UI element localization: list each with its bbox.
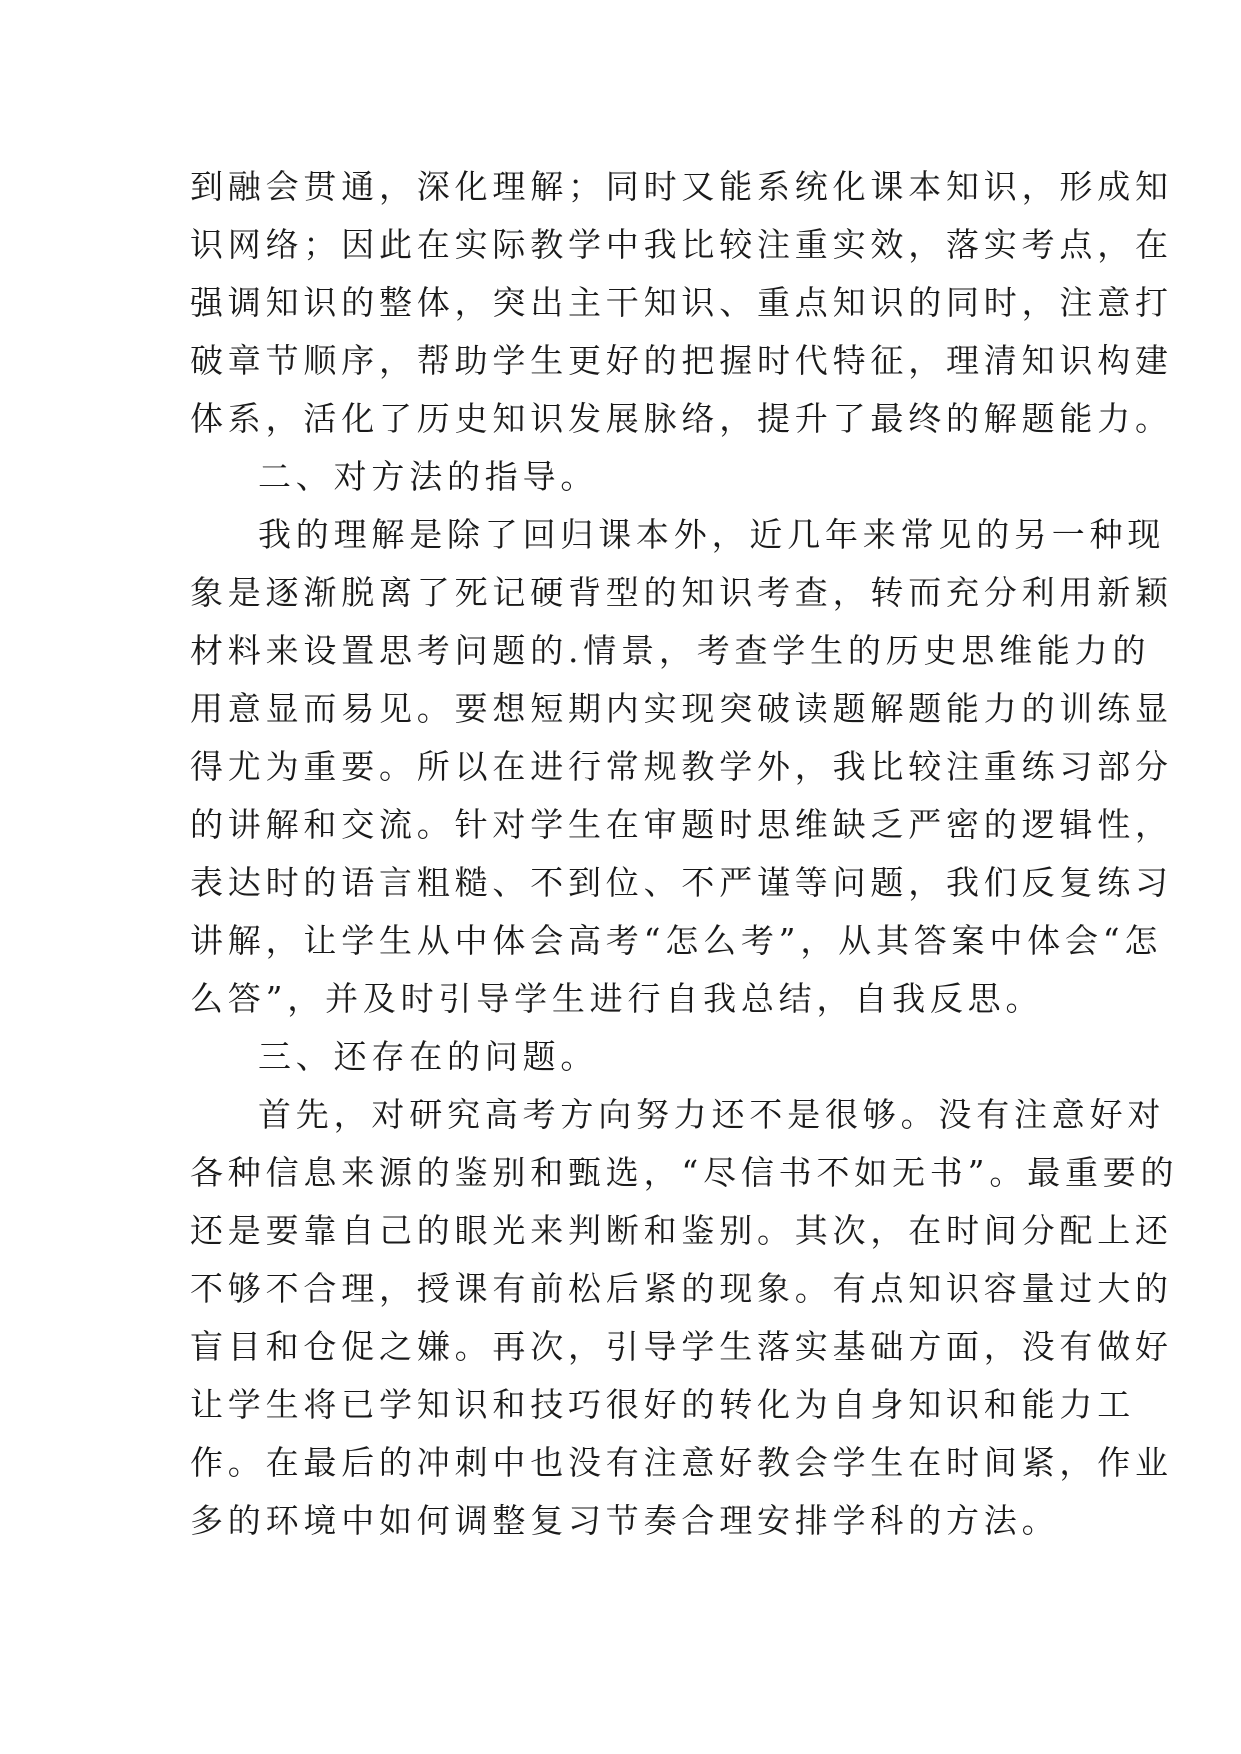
text-line: 作。在最后的冲刺中也没有注意好教会学生在时间紧，作业 — [190, 1443, 1173, 1482]
section-heading: 二、对方法的指导。 — [258, 457, 599, 496]
text-line: 还是要靠自己的眼光来判断和鉴别。其次，在时间分配上还 — [190, 1211, 1173, 1250]
text-line: 识网络；因此在实际教学中我比较注重实效，落实考点，在 — [190, 225, 1173, 264]
text-line: 盲目和仓促之嫌。再次，引导学生落实基础方面，没有做好 — [190, 1327, 1173, 1366]
text-line: 各种信息来源的鉴别和甄选，“尽信书不如无书”。最重要的 — [190, 1153, 1179, 1192]
text-line: 象是逐渐脱离了死记硬背型的知识考查，转而充分利用新颖 — [190, 573, 1173, 612]
paragraph-first-line: 我的理解是除了回归课本外，近几年来常见的另一种现 — [258, 515, 1166, 554]
text-line: 得尤为重要。所以在进行常规教学外，我比较注重练习部分 — [190, 747, 1173, 786]
text-line: 到融会贯通，深化理解；同时又能系统化课本知识，形成知 — [190, 167, 1173, 206]
text-line: 破章节顺序，帮助学生更好的把握时代特征，理清知识构建 — [190, 341, 1173, 380]
text-line: 的讲解和交流。针对学生在审题时思维缺乏严密的逻辑性， — [190, 805, 1173, 844]
text-line: 讲解，让学生从中体会高考“怎么考”，从其答案中体会“怎 — [190, 921, 1163, 960]
body-text — [190, 158, 1179, 1550]
text-line: 让学生将已学知识和技巧很好的转化为自身知识和能力工 — [190, 1385, 1135, 1424]
text-line: 么答”，并及时引导学生进行自我总结，自我反思。 — [190, 979, 1044, 1018]
text-line: 材料来设置思考问题的.情景，考查学生的历史思维能力的 — [190, 631, 1151, 670]
text-line: 强调知识的整体，突出主干知识、重点知识的同时，注意打 — [190, 283, 1173, 322]
text-line: 用意显而易见。要想短期内实现突破读题解题能力的训练显 — [190, 689, 1173, 728]
paragraph-first-line: 首先，对研究高考方向努力还不是很够。没有注意好对 — [258, 1095, 1166, 1134]
text-line: 表达时的语言粗糙、不到位、不严谨等问题，我们反复练习 — [190, 863, 1173, 902]
text-line: 多的环境中如何调整复习节奏合理安排学科的方法。 — [190, 1501, 1060, 1540]
section-heading: 三、还存在的问题。 — [258, 1037, 599, 1076]
text-line: 体系，活化了历史知识发展脉络，提升了最终的解题能力。 — [190, 399, 1173, 438]
text-line: 不够不合理，授课有前松后紧的现象。有点知识容量过大的 — [190, 1269, 1173, 1308]
